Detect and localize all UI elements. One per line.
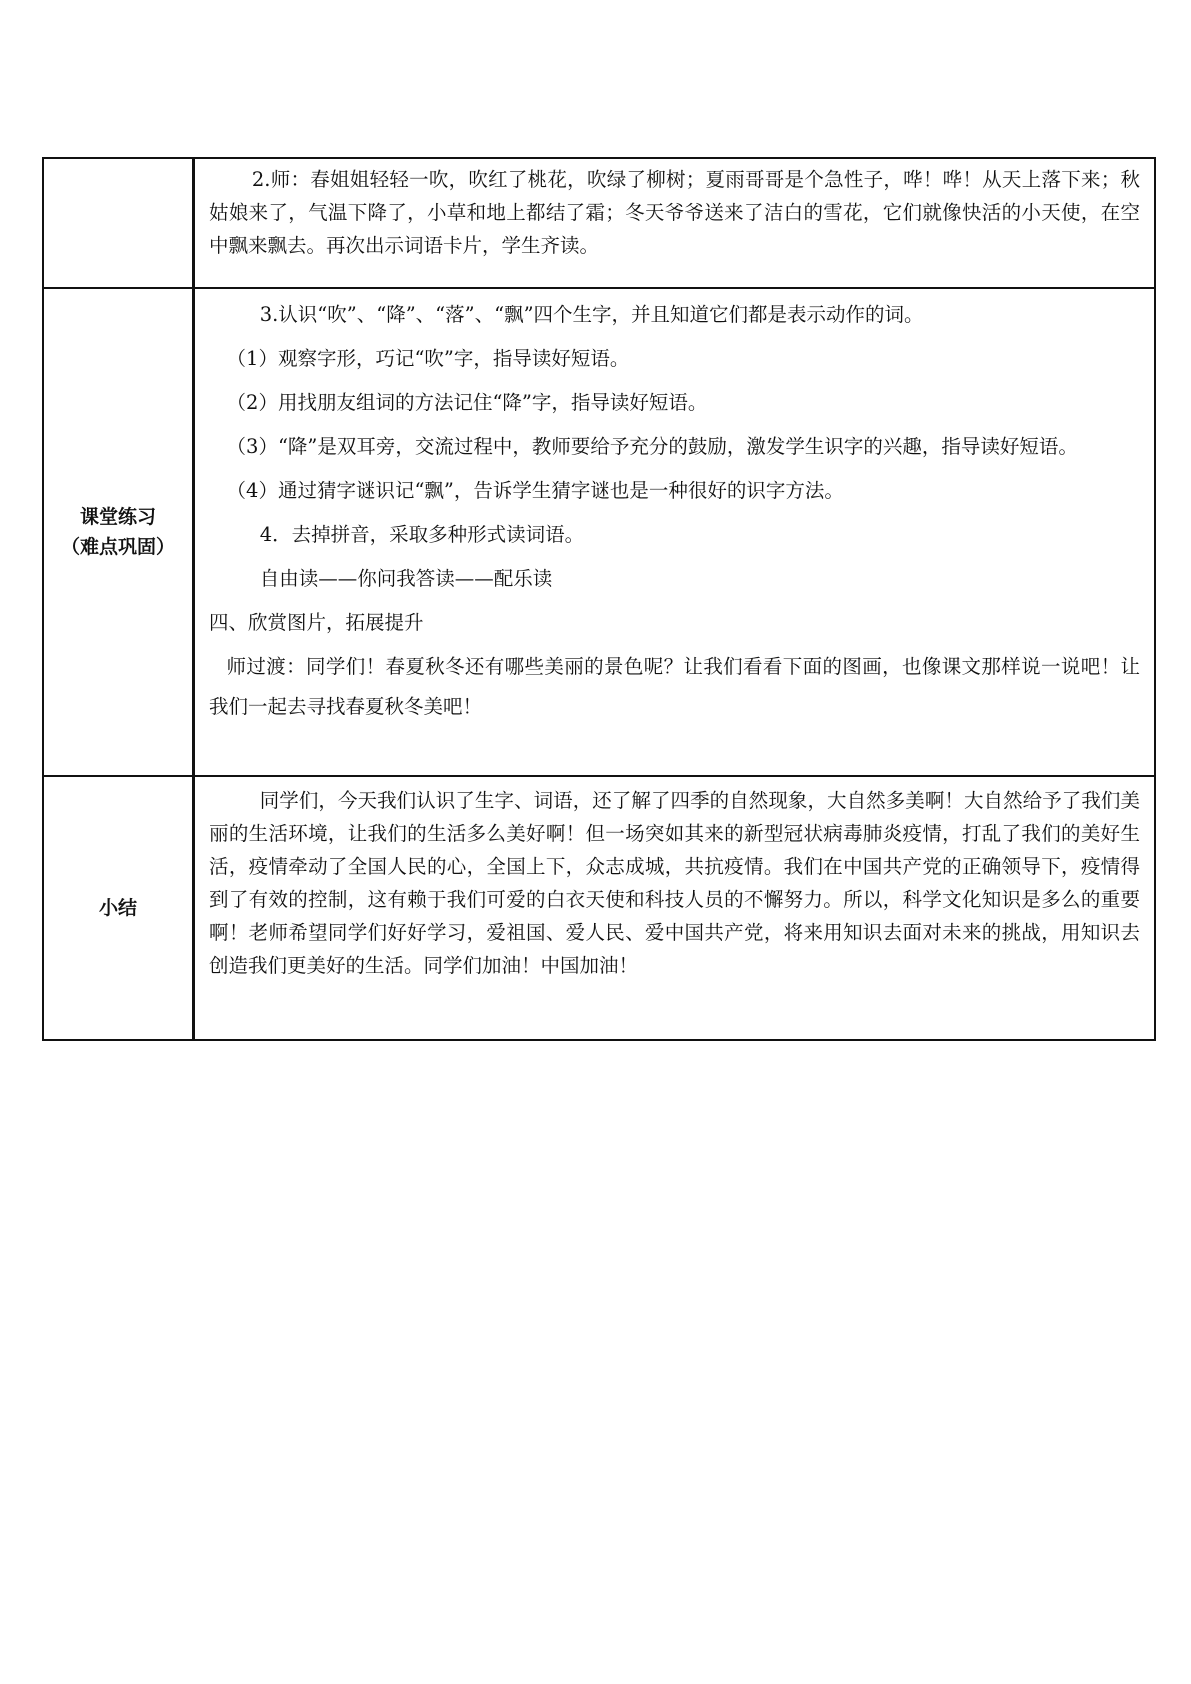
paragraph: （1）观察字形，巧记“吹”字，指导读好短语。 <box>226 347 630 370</box>
paragraph: 2.师：春姐姐轻轻一吹，吹红了桃花，吹绿了柳树；夏雨哥哥是个急性子，哗！哗！从天上落下来；秋姑娘来了，气温下降了，小草和地上都结了霜；冬天爷爷送来了洁白的雪花，它们就像快活的小天使，在空中飘来飘去。再次出示词语卡片，学生齐读。 <box>209 168 1140 257</box>
paragraph: 师过渡：同学们！春夏秋冬还有哪些美丽的景色呢？让我们看看下面的图画，也像课文那样说一说吧！让我们一起去寻找春夏秋冬美吧！ <box>209 655 1140 718</box>
table-row <box>43 158 1155 288</box>
table-row <box>43 776 1155 1040</box>
paragraph: （4）通过猜字谜识记“飘”，告诉学生猜字谜也是一种很好的识字方法。 <box>226 479 844 502</box>
paragraph: （3）“降”是双耳旁，交流过程中，教师要给予充分的鼓励，激发学生识字的兴趣，指导读好短语。 <box>226 435 1078 458</box>
row-label-line: （难点巩固） <box>60 536 175 558</box>
paragraph: 四、欣赏图片，拓展提升 <box>209 611 424 634</box>
lesson-plan-table <box>42 157 1156 1041</box>
row-label-cell <box>43 158 194 288</box>
row-label-cell <box>43 776 194 1040</box>
row-content-cell <box>194 158 1156 288</box>
row-label-line: 小结 <box>98 897 137 919</box>
table-row <box>43 288 1155 776</box>
paragraph: 自由读——你问我答读——配乐读 <box>259 567 553 590</box>
paragraph: 同学们，今天我们认识了生字、词语，还了解了四季的自然现象，大自然多美啊！大自然给予了我们美丽的生活环境，让我们的生活多么美好啊！但一场突如其来的新型冠状病毒肺炎疫情，打乱了我们的美好生活，疫情牵动了全国人民的心，全国上下，众志成城，共抗疫情。我们在中国共产党的正确领导下，疫情得到了有效的控制，这有赖于我们可爱的白衣天使和科技人员的不懈努力。所以，科学文化知识是多么的重要啊！老师希望同学们好好学习，爱祖国、爱人民、爱中国共产党，将来用知识去面对未来的挑战，用知识去创造我们更美好的生活。同学们加油！中国加油！ <box>209 789 1140 977</box>
row-content-cell <box>194 288 1156 776</box>
row-content-cell <box>194 776 1156 1040</box>
paragraph: 4．去掉拼音，采取多种形式读词语。 <box>259 523 585 546</box>
paragraph: （2）用找朋友组词的方法记住“降”字，指导读好短语。 <box>226 391 708 414</box>
row-label-cell <box>43 288 194 776</box>
paragraph: 3.认识“吹”、“降”、“落”、“飘”四个生字，并且知道它们都是表示动作的词。 <box>259 303 924 326</box>
row-label-line: 课堂练习 <box>79 506 156 528</box>
